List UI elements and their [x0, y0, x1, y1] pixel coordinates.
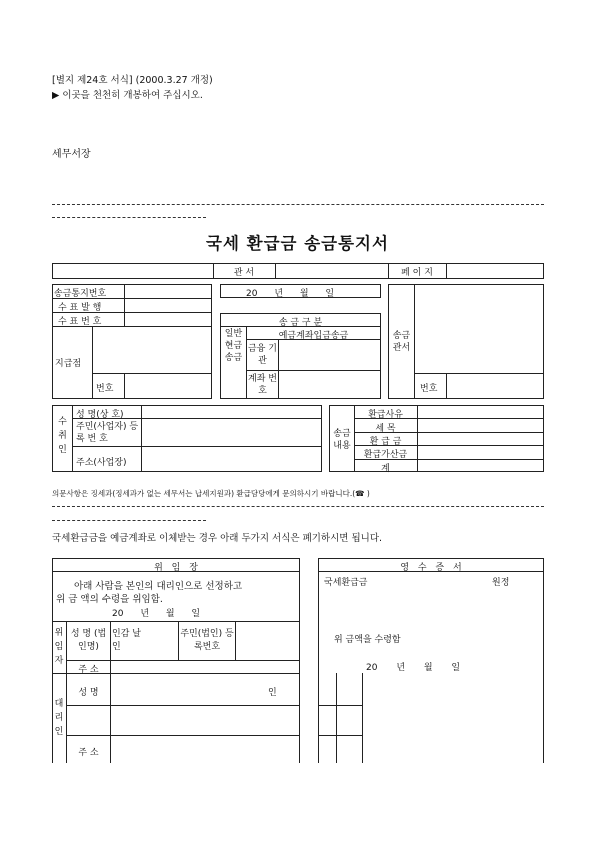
general-cash-label: 일반 현금 송금: [224, 329, 243, 363]
number-label: 번호: [96, 384, 114, 394]
registration-number-label: 주민(법인) 등록번호: [180, 629, 234, 652]
receipt-title: 영 수 증 서: [400, 563, 462, 573]
seal-mark: 인: [268, 688, 277, 698]
content-label: 송금 내용: [333, 429, 351, 451]
remit-office-number-label: 번호: [420, 384, 438, 394]
proxy-date: 20 년 월 일: [112, 609, 201, 619]
inquiry-note: 의문사항은 징세과(징세과가 없는 세무서는 납세지원과) 환급담당에게 문의하시기 바랍니다.(☎ ): [52, 489, 370, 498]
disposal-instruction: 국세환급금을 예금계좌로 이체받는 경우 아래 두가지 서식은 폐기하시면 됩니다.: [52, 533, 383, 544]
seal-label: 인감 날인: [112, 629, 141, 652]
won-label: 원정: [492, 578, 510, 588]
open-notice: ▶ 이곳을 천천히 개봉하여 주십시오.: [52, 90, 203, 101]
agent-address-label: 주 소: [78, 748, 99, 758]
office-page-row: [52, 263, 544, 279]
document-title: 국세 환급금 송금통지서: [206, 234, 389, 253]
tax-item-label: 세 목: [375, 424, 396, 434]
receipt-date: 20 년 월 일: [366, 663, 461, 673]
check-number-label: 수 표 번 호: [58, 317, 102, 327]
receiver-address-label: 주소(사업장): [76, 458, 127, 468]
receiver-name-label: 성 명(상 호): [76, 410, 124, 420]
refund-amount-label: 환 급 금: [369, 437, 402, 447]
payment-office-label: 지급점: [55, 359, 82, 369]
delegator-address-label: 주 소: [78, 665, 99, 675]
delegator-name-label: 성 명 (법인명): [70, 629, 107, 652]
refund-reason-label: 환급사유: [368, 410, 403, 420]
tear-line: [52, 217, 206, 218]
refund-label: 국세환급금: [324, 578, 368, 588]
date-line: 20 년 월 일: [246, 289, 335, 299]
remit-office-label: 송금 관서: [392, 331, 411, 353]
tear-line: [52, 506, 544, 507]
notice-number-label: 송금통지번호: [54, 289, 107, 299]
receiver-label: 수 취 인: [58, 417, 67, 455]
received-text: 위 금액을 수령함: [334, 635, 401, 645]
proxy-title: 위 임 장: [154, 563, 198, 573]
form-number: [별지 제24호 서식] (2000.3.27 개정): [52, 75, 213, 86]
delegator-label: 위 임 자: [54, 628, 64, 666]
office-label: 관 서: [233, 268, 255, 278]
remit-type-header: 송 금 구 분: [278, 318, 323, 328]
proxy-text-2: 위 금 액의 수령을 위임함.: [56, 594, 163, 605]
deposit-account-label: 예금계좌입금송금: [278, 331, 349, 341]
account-number-label: 계좌 번호: [248, 374, 277, 396]
receiver-id-label: 주민(사업자) 등 록 번 호: [76, 422, 139, 444]
agent-label: 대 리 인: [54, 699, 64, 737]
page-label: 페 이 지: [401, 268, 433, 278]
additional-refund-label: 환급가산금: [363, 450, 408, 460]
agent-name-label: 성 명: [78, 688, 99, 698]
proxy-text-1: 아래 사람을 본인의 대리인으로 선정하고: [74, 581, 243, 592]
total-label: 계: [381, 464, 390, 474]
tear-line: [52, 520, 206, 521]
bank-label: 금융 기관: [248, 344, 277, 366]
check-issue-label: 수 표 발 행: [58, 303, 102, 313]
tear-line: [52, 204, 544, 205]
recipient-office: 세무서장: [52, 149, 91, 160]
